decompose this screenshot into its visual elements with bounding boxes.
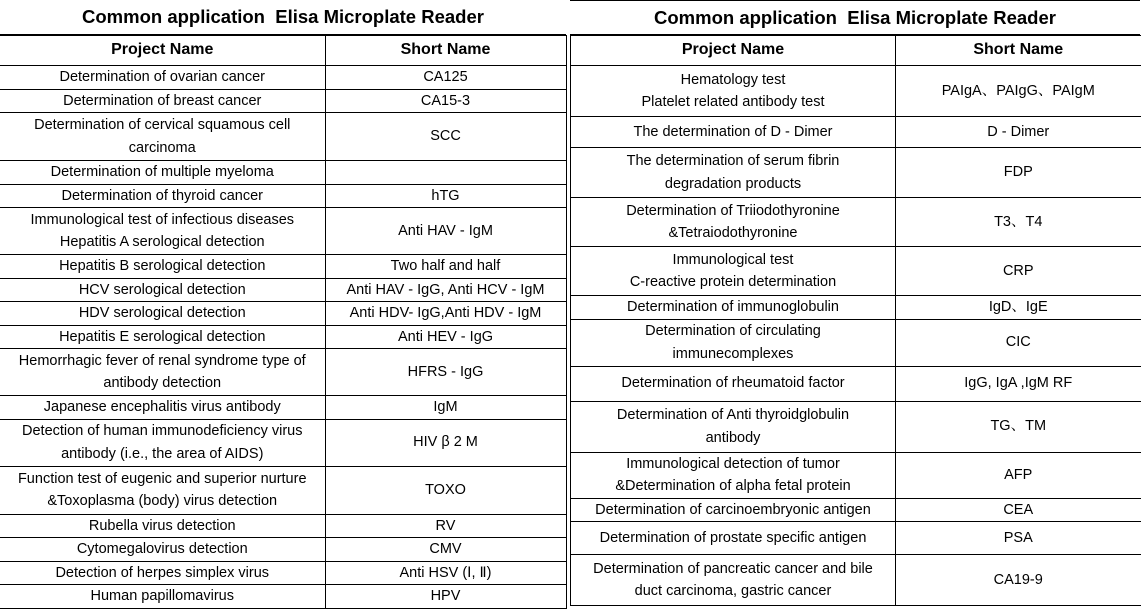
table-row bbox=[0, 89, 566, 113]
short-name-cell: D - Dimer bbox=[896, 117, 1141, 148]
project-name-cell: Detection of herpes simplex virus bbox=[0, 561, 325, 585]
table-row bbox=[571, 555, 1141, 606]
short-name-cell: Anti HAV - IgG, Anti HCV - IgM bbox=[325, 278, 566, 302]
table-row bbox=[571, 148, 1141, 198]
short-name-cell: IgM bbox=[325, 396, 566, 420]
short-name-header: Short Name bbox=[325, 36, 566, 66]
short-name-cell: HPV bbox=[325, 585, 566, 609]
table-row bbox=[571, 401, 1141, 452]
short-name-cell: CA19-9 bbox=[896, 555, 1141, 606]
short-name-cell: IgD、IgE bbox=[896, 296, 1141, 320]
short-name-cell: SCC bbox=[325, 113, 566, 161]
table-row bbox=[571, 319, 1141, 366]
table-row bbox=[571, 198, 1141, 247]
left-application-table bbox=[0, 35, 567, 609]
short-name-cell: Anti HDV- IgG,Anti HDV - IgM bbox=[325, 302, 566, 326]
table-row bbox=[0, 419, 566, 466]
short-name-cell: AFP bbox=[896, 452, 1141, 498]
project-name-cell: Human papillomavirus bbox=[0, 585, 325, 609]
left-table-panel bbox=[0, 0, 566, 609]
project-name-cell: Determination of breast cancer bbox=[0, 89, 325, 113]
project-name-cell: HDV serological detection bbox=[0, 302, 325, 326]
table-row bbox=[0, 66, 566, 90]
right-header-row bbox=[571, 36, 1141, 66]
short-name-cell: hTG bbox=[325, 184, 566, 208]
table-row bbox=[0, 208, 566, 255]
project-name-cell: Determination of multiple myeloma bbox=[0, 161, 325, 185]
project-name-cell: Hematology test Platelet related antibody test bbox=[571, 66, 896, 117]
table-row bbox=[571, 452, 1141, 498]
short-name-cell: CRP bbox=[896, 247, 1141, 296]
right-application-table bbox=[570, 35, 1141, 606]
short-name-cell: TOXO bbox=[325, 466, 566, 514]
project-name-cell: Determination of pancreatic cancer and bile duct carcinoma, gastric cancer bbox=[571, 555, 896, 606]
project-name-cell: HCV serological detection bbox=[0, 278, 325, 302]
table-row bbox=[0, 255, 566, 279]
short-name-cell: T3、T4 bbox=[896, 198, 1141, 247]
table-row bbox=[0, 325, 566, 349]
project-name-cell: Cytomegalovirus detection bbox=[0, 538, 325, 562]
table-row bbox=[571, 247, 1141, 296]
table-row bbox=[571, 66, 1141, 117]
project-name-cell: Determination of circulating immunecomplexes bbox=[571, 319, 896, 366]
short-name-cell: PSA bbox=[896, 522, 1141, 555]
table-row bbox=[571, 522, 1141, 555]
project-name-cell: Determination of thyroid cancer bbox=[0, 184, 325, 208]
project-name-cell: Rubella virus detection bbox=[0, 514, 325, 538]
project-name-header: Project Name bbox=[571, 36, 896, 66]
short-name-cell: HIV β 2 M bbox=[325, 419, 566, 466]
short-name-cell: CMV bbox=[325, 538, 566, 562]
table-row bbox=[0, 113, 566, 161]
project-name-cell: Determination of cervical squamous cell carcinoma bbox=[0, 113, 325, 161]
left-table-title: Common application Elisa Microplate Reader bbox=[0, 0, 566, 35]
short-name-cell: CA125 bbox=[325, 66, 566, 90]
right-table-title: Common application Elisa Microplate Reader bbox=[570, 0, 1140, 35]
table-row bbox=[0, 302, 566, 326]
short-name-cell: CEA bbox=[896, 498, 1141, 522]
table-row bbox=[0, 161, 566, 185]
table-row bbox=[0, 278, 566, 302]
project-name-cell: Determination of carcinoembryonic antigen bbox=[571, 498, 896, 522]
project-name-cell: Determination of prostate specific antigen bbox=[571, 522, 896, 555]
short-name-cell: Two half and half bbox=[325, 255, 566, 279]
table-row bbox=[0, 466, 566, 514]
left-header-row bbox=[0, 36, 566, 66]
project-name-cell: Hemorrhagic fever of renal syndrome type of antibody detection bbox=[0, 349, 325, 396]
project-name-header: Project Name bbox=[0, 36, 325, 66]
short-name-cell: Anti HAV - IgM bbox=[325, 208, 566, 255]
left-table-body bbox=[0, 66, 566, 609]
table-row bbox=[0, 585, 566, 609]
table-row bbox=[571, 498, 1141, 522]
project-name-cell: Determination of rheumatoid factor bbox=[571, 366, 896, 401]
right-table-panel bbox=[570, 0, 1140, 606]
project-name-cell: Determination of Triiodothyronine &Tetraiodothyronine bbox=[571, 198, 896, 247]
short-name-cell: CIC bbox=[896, 319, 1141, 366]
short-name-cell: Anti HEV - IgG bbox=[325, 325, 566, 349]
project-name-cell: The determination of D - Dimer bbox=[571, 117, 896, 148]
project-name-cell: Hepatitis E serological detection bbox=[0, 325, 325, 349]
table-row bbox=[0, 396, 566, 420]
table-row bbox=[0, 561, 566, 585]
table-row bbox=[571, 366, 1141, 401]
short-name-cell bbox=[325, 161, 566, 185]
table-row bbox=[571, 296, 1141, 320]
project-name-cell: Immunological test of infectious diseases Hepatitis A serological detection bbox=[0, 208, 325, 255]
table-row bbox=[0, 538, 566, 562]
table-row bbox=[0, 349, 566, 396]
project-name-cell: Hepatitis B serological detection bbox=[0, 255, 325, 279]
short-name-cell: HFRS - IgG bbox=[325, 349, 566, 396]
project-name-cell: Japanese encephalitis virus antibody bbox=[0, 396, 325, 420]
project-name-cell: The determination of serum fibrin degradation products bbox=[571, 148, 896, 198]
project-name-cell: Determination of Anti thyroidglobulin antibody bbox=[571, 401, 896, 452]
project-name-cell: Determination of ovarian cancer bbox=[0, 66, 325, 90]
short-name-header: Short Name bbox=[896, 36, 1141, 66]
right-table-body bbox=[571, 66, 1141, 606]
project-name-cell: Function test of eugenic and superior nurture &Toxoplasma (body) virus detection bbox=[0, 466, 325, 514]
short-name-cell: RV bbox=[325, 514, 566, 538]
short-name-cell: TG、TM bbox=[896, 401, 1141, 452]
short-name-cell: FDP bbox=[896, 148, 1141, 198]
project-name-cell: Detection of human immunodeficiency virus antibody (i.e., the area of AIDS) bbox=[0, 419, 325, 466]
project-name-cell: Determination of immunoglobulin bbox=[571, 296, 896, 320]
project-name-cell: Immunological test C-reactive protein determination bbox=[571, 247, 896, 296]
short-name-cell: CA15-3 bbox=[325, 89, 566, 113]
project-name-cell: Immunological detection of tumor &Determination of alpha fetal protein bbox=[571, 452, 896, 498]
table-row bbox=[0, 184, 566, 208]
short-name-cell: IgG, IgA ,IgM RF bbox=[896, 366, 1141, 401]
short-name-cell: PAIgA、PAIgG、PAIgM bbox=[896, 66, 1141, 117]
short-name-cell: Anti HSV (Ⅰ, Ⅱ) bbox=[325, 561, 566, 585]
table-row bbox=[571, 117, 1141, 148]
table-row bbox=[0, 514, 566, 538]
